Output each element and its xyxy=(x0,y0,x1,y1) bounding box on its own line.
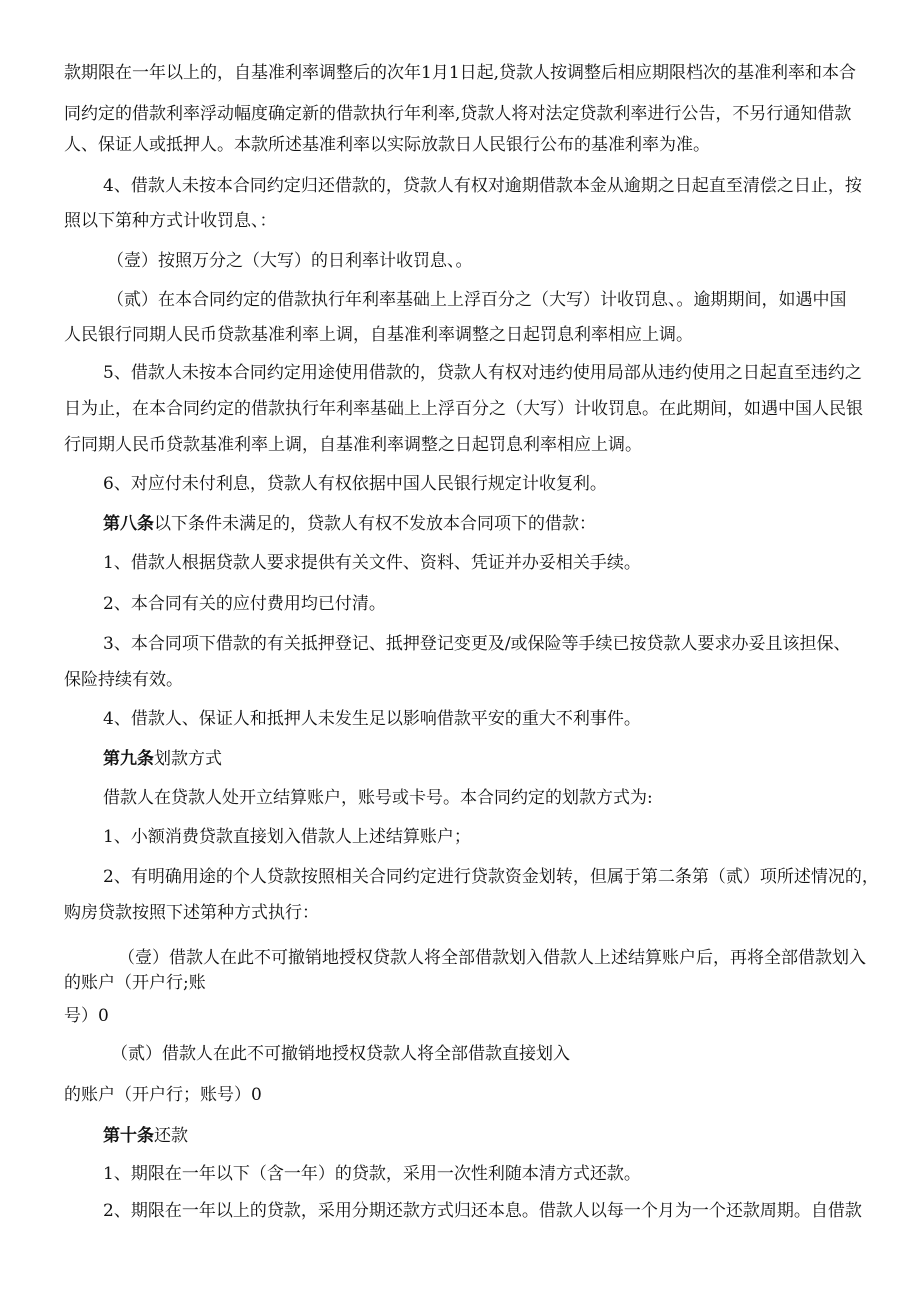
body-line: 购房贷款按照下述第种方式执行： xyxy=(64,903,319,923)
body-line: 保险持续有效。 xyxy=(64,670,183,690)
article-text: 还款 xyxy=(154,1126,188,1146)
body-line: 2、期限在一年以上的贷款，采用分期还款方式归还本息。借款人以每一个月为一个还款周期。自借款 xyxy=(103,1201,862,1221)
body-line: 1、期限在一年以下（含一年）的贷款，采用一次性利随本清方式还款。 xyxy=(103,1164,641,1184)
body-line: 2、有明确用途的个人贷款按照相关合同约定进行贷款资金划转，但属于第二条第（贰）项所述情况的， xyxy=(103,867,879,887)
body-line: 人、保证人或抵押人。本款所述基准利率以实际放款日人民银行公布的基准利率为准。 xyxy=(64,135,710,155)
body-line: 款期限在一年以上的，自基准利率调整后的次年1月1日起,贷款人按调整后相应期限档次的基准利率和本合 xyxy=(64,63,857,83)
body-line: 3、本合同项下借款的有关抵押登记、抵押登记变更及/或保险等手续已按贷款人要求办妥且该担保、 xyxy=(103,634,851,654)
article-heading: 第九条 xyxy=(103,749,154,769)
body-line: 6、对应付未付利息，贷款人有权依据中国人民银行规定计收复利。 xyxy=(103,474,607,494)
body-line: 1、小额消费贷款直接划入借款人上述结算账户； xyxy=(103,827,471,847)
article-heading: 第八条 xyxy=(103,514,154,534)
body-line: 1、借款人根据贷款人要求提供有关文件、资料、凭证并办妥相关手续。 xyxy=(103,553,641,573)
body-line: 4、借款人未按本合同约定归还借款的，贷款人有权对逾期借款本金从逾期之日起直至清偿之日止，按 xyxy=(103,176,862,196)
article-10-line xyxy=(103,1128,188,1145)
body-line: （贰）在本合同约定的借款执行年利率基础上上浮百分之（大写）计收罚息、。逾期期间，如遇中国 xyxy=(107,290,847,310)
body-line: 借款人在贷款人处开立结算账户，账号或卡号。本合同约定的划款方式为: xyxy=(103,788,653,808)
body-line: 的账户（开户行;账 xyxy=(64,973,206,993)
body-line: 2、本合同有关的应付费用均已付清。 xyxy=(103,594,386,614)
article-text: 以下条件未满足的，贷款人有权不发放本合同项下的借款： xyxy=(154,514,596,534)
body-line: （壹）借款人在此不可撤销地授权贷款人将全部借款划入借款人上述结算账户后，再将全部借款划入 xyxy=(118,948,866,968)
article-8-line xyxy=(103,516,596,533)
body-line: （贰）借款人在此不可撤销地授权贷款人将全部借款直接划入 xyxy=(111,1044,570,1064)
body-line: 5、借款人未按本合同约定用途使用借款的，贷款人有权对违约使用局部从违约使用之日起直至违约之 xyxy=(103,363,862,383)
body-line: 的账户（开户行；账号）0 xyxy=(64,1085,262,1105)
body-line: 号）0 xyxy=(64,1006,109,1026)
article-9-line xyxy=(103,751,222,768)
body-line: （壹）按照万分之（大写）的日利率计收罚息、。 xyxy=(107,251,473,271)
body-line: 照以下第种方式计收罚息、： xyxy=(64,211,277,231)
body-line: 4、借款人、保证人和抵押人未发生足以影响借款平安的重大不利事件。 xyxy=(103,709,641,729)
body-line: 同约定的借款利率浮动幅度确定新的借款执行年利率,贷款人将对法定贷款利率进行公告，不另行通知借款 xyxy=(64,104,852,124)
article-text: 划款方式 xyxy=(154,749,222,769)
article-heading: 第十条 xyxy=(103,1126,154,1146)
body-line: 行同期人民币贷款基准利率上调，自基准利率调整之日起罚息利率相应上调。 xyxy=(64,435,642,455)
body-line: 人民银行同期人民币贷款基准利率上调，自基准利率调整之日起罚息利率相应上调。 xyxy=(64,325,693,345)
body-line: 日为止，在本合同约定的借款执行年利率基础上上浮百分之（大写）计收罚息。在此期间，如遇中国人民银 xyxy=(64,399,863,419)
